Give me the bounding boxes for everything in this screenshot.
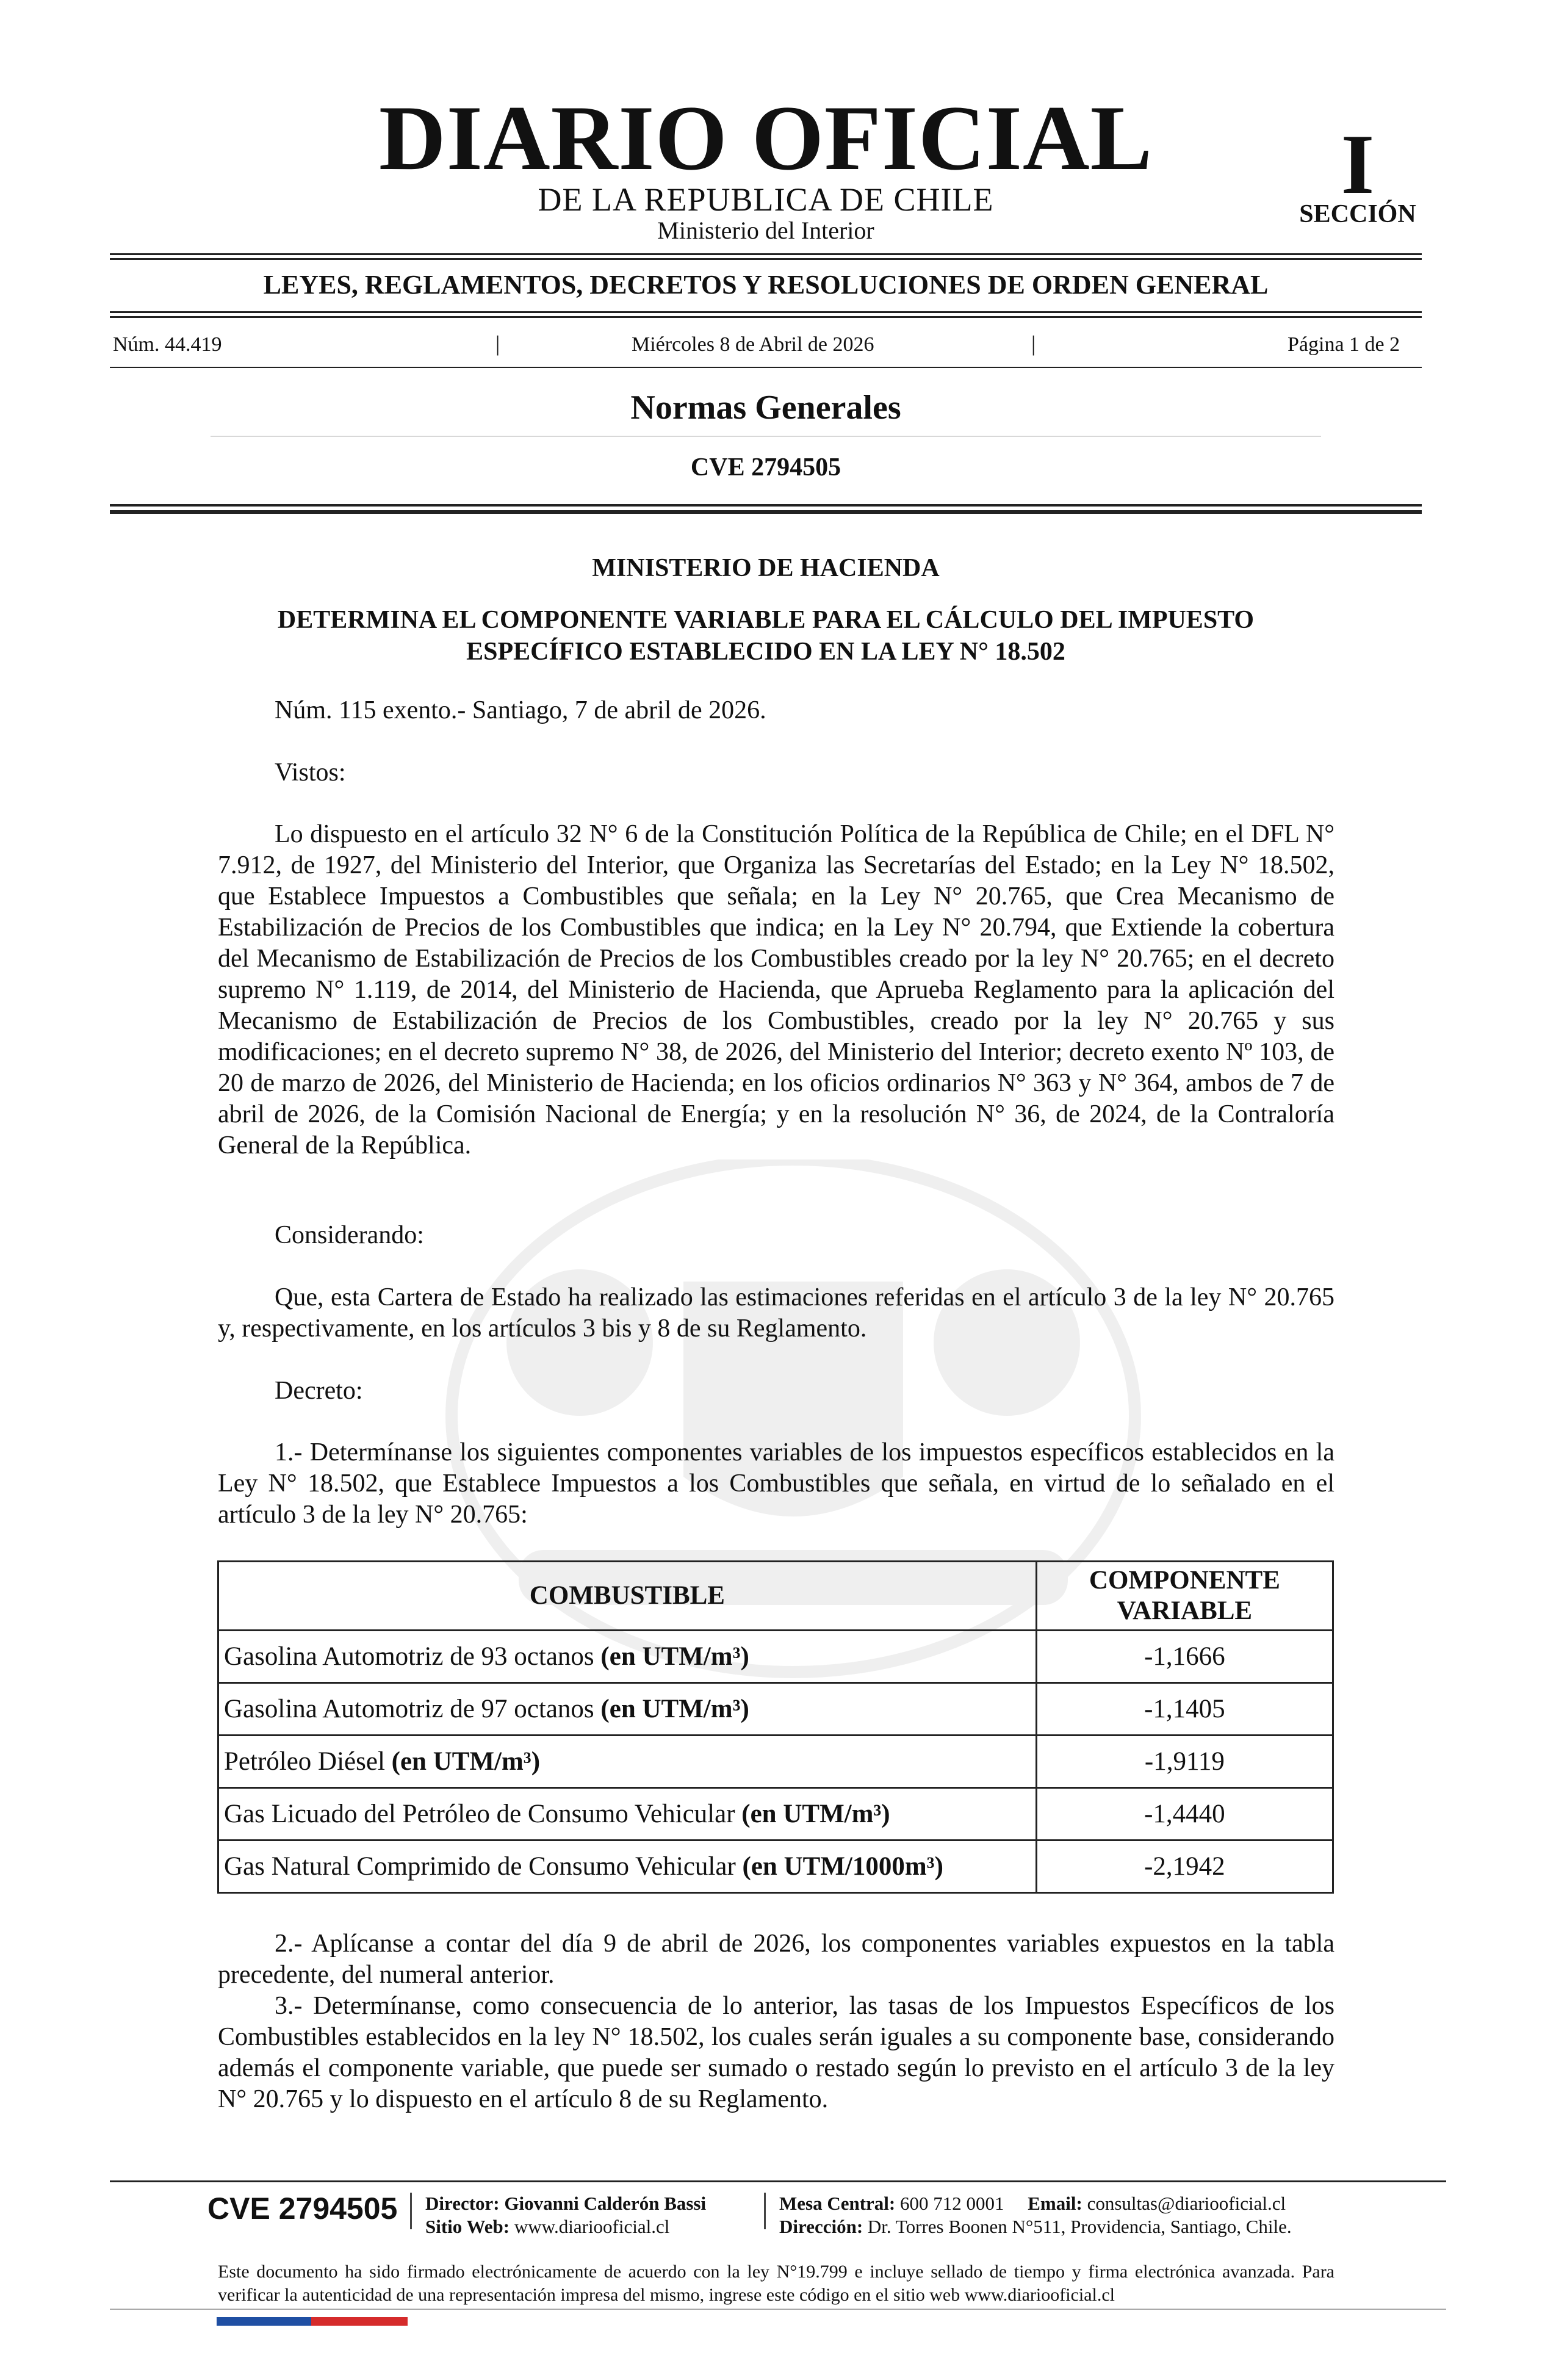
section-number: I <box>1341 117 1375 212</box>
decree-item-1: 1.- Determínanse los siguientes componentes variables de los impuestos específicos establecidos en la Ley N° 18.502, que Establece Impuestos a los Combustibles que señala, en virtud de lo señalado en el artículo 3 de la ley N° 20.765: <box>218 1438 1334 1529</box>
fuel-unit: (en UTM/1000m³) <box>742 1852 943 1881</box>
table-header-combustible: COMBUSTIBLE <box>218 1562 1037 1631</box>
band-rule-1 <box>110 311 1422 313</box>
vistos-text: Lo dispuesto en el artículo 32 N° 6 de la Constitución Política de la República de Chile; en el DFL N° 7.912, de 1927, del Ministerio del Interior, que Organiza las Secretarías del Estado; en la Ley N° 18.502, que Establece Impuestos a Combustibles que señala; en la Ley N° 20.765, que Crea Mecanismo de Estabilización de Precios de los Combustibles que indica; en la Ley N° 20.794, que Extiende la cobertura del Mecanismo de Estabilización de Precios de los Combustibles creado por la ley N° 20.765; en el decreto supremo N° 1.119, de 2014, del Ministerio de Hacienda, que Aprueba Reglamento para la aplicación del Mecanismo de Estabilización de Precios de los Combustibles, creado por la ley N° 20.765 y sus modificaciones; en el decreto supremo N° 38, de 2026, del Ministerio del Interior; decreto exento Nº 103, de 20 de marzo de 2026, del Ministerio de Hacienda; en los oficios ordinarios N° 363 y N° 364, ambos de 7 de abril de 2026, de la Comisión Nacional de Energía; y en la resolución N° 36, de 2024, de la Contraloría General de la República. <box>218 820 1334 1159</box>
masthead-rule-top <box>110 253 1422 255</box>
component-value: -1,1405 <box>1036 1683 1333 1736</box>
footer-contact <box>779 2192 1286 2215</box>
fuel-unit: (en UTM/m³) <box>391 1747 541 1776</box>
mesa-label: Mesa Central: <box>779 2193 896 2214</box>
address-label: Dirección: <box>779 2216 863 2237</box>
masthead-rule-top-2 <box>110 258 1422 260</box>
category-heading: Normas Generales <box>630 389 901 427</box>
decreto-label: Decreto: <box>275 1377 363 1405</box>
email-link[interactable]: consultas@diariooficial.cl <box>1087 2193 1286 2214</box>
fuel-unit: (en UTM/m³) <box>600 1695 749 1723</box>
info-rule <box>110 367 1422 368</box>
fuel-cell <box>218 1788 1037 1841</box>
table-row <box>218 1841 1333 1893</box>
director-name: Giovanni Calderón Bassi <box>504 2193 707 2214</box>
component-value: -2,1942 <box>1036 1841 1333 1893</box>
component-value: -1,9119 <box>1036 1736 1333 1788</box>
fuel-name: Gas Natural Comprimido de Consumo Vehicular <box>224 1852 736 1881</box>
components-table <box>217 1560 1334 1894</box>
flag-stripe-blue <box>217 2317 311 2326</box>
fuel-name: Petróleo Diésel <box>224 1747 385 1776</box>
decree-item-2: 2.- Aplícanse a contar del día 9 de abril de 2026, los componentes variables expuestos en la tabla precedente, del numeral anterior. <box>218 1930 1334 1989</box>
header-rule-2 <box>110 510 1422 514</box>
band-title: LEYES, REGLAMENTOS, DECRETOS Y RESOLUCIONES DE ORDEN GENERAL <box>263 270 1269 300</box>
component-value: -1,4440 <box>1036 1788 1333 1841</box>
table-row <box>218 1631 1333 1683</box>
footer-separator-2 <box>764 2193 766 2229</box>
footer-address <box>779 2215 1292 2238</box>
flag-stripe-red <box>311 2317 408 2326</box>
newspaper-subtitle: DE LA REPUBLICA DE CHILE <box>538 181 994 218</box>
category-rule <box>211 436 1321 437</box>
issue-separator-1: | <box>495 331 500 356</box>
considerando-label: Considerando: <box>275 1221 424 1249</box>
component-value: -1,1666 <box>1036 1631 1333 1683</box>
table-header-row <box>218 1562 1333 1631</box>
fuel-cell <box>218 1631 1037 1683</box>
fuel-unit: (en UTM/m³) <box>741 1800 890 1828</box>
issue-number: Núm. 44.419 <box>113 333 222 356</box>
fuel-name: Gasolina Automotriz de 93 octanos <box>224 1642 594 1671</box>
website-link[interactable]: www.diariooficial.cl <box>514 2216 670 2237</box>
website-label: Sitio Web: <box>425 2216 510 2237</box>
footer-separator-1 <box>410 2193 412 2229</box>
footer-cve: CVE 2794505 <box>207 2191 398 2226</box>
footer-rule <box>110 2180 1446 2182</box>
fuel-name: Gas Licuado del Petróleo de Consumo Vehicular <box>224 1800 735 1828</box>
newspaper-ministry: Ministerio del Interior <box>657 217 874 244</box>
ministry-heading: MINISTERIO DE HACIENDA <box>592 554 940 582</box>
decree-item-3: 3.- Determínanse, como consecuencia de lo anterior, las tasas de los Impuestos Específicos de los Combustibles establecidos en la ley N° 18.502, los cuales serán iguales a su componente base, considerando además el componente variable, que puede ser sumado o restado según lo previsto en el artículo 3 de la ley N° 20.765 y lo dispuesto en el artículo 8 de su Reglamento. <box>218 1992 1334 2113</box>
fuel-cell <box>218 1683 1037 1736</box>
fuel-cell <box>218 1841 1037 1893</box>
director-label: Director: <box>425 2193 500 2214</box>
footer-rule-bottom <box>110 2309 1446 2310</box>
decree-title: DETERMINA EL COMPONENTE VARIABLE PARA EL CÁLCULO DEL IMPUESTO ESPECÍFICO ESTABLECIDO EN LA LEY N° 18.502 <box>277 606 1255 666</box>
mesa-value: 600 712 0001 <box>900 2193 1004 2214</box>
fuel-cell <box>218 1736 1037 1788</box>
table-row <box>218 1683 1333 1736</box>
newspaper-title: DIARIO OFICIAL <box>378 87 1153 189</box>
section-label: SECCIÓN <box>1299 200 1416 228</box>
footer-director <box>425 2192 706 2215</box>
address-value: Dr. Torres Boonen N°511, Providencia, Santiago, Chile. <box>867 2216 1292 2237</box>
issue-separator-2: | <box>1031 331 1036 356</box>
email-label: Email: <box>1028 2193 1082 2214</box>
footer-website <box>425 2215 669 2238</box>
issue-page: Página 1 de 2 <box>1288 333 1400 356</box>
table-header-componente: COMPONENTE VARIABLE <box>1036 1562 1333 1631</box>
fuel-name: Gasolina Automotriz de 97 octanos <box>224 1695 594 1723</box>
table-row <box>218 1736 1333 1788</box>
issue-date: Miércoles 8 de Abril de 2026 <box>632 333 874 356</box>
table-row <box>218 1788 1333 1841</box>
fuel-unit: (en UTM/m³) <box>600 1642 749 1671</box>
vistos-label: Vistos: <box>275 759 346 787</box>
header-rule-1 <box>110 504 1422 507</box>
footer-note: Este documento ha sido firmado electrónicamente de acuerdo con la ley N°19.799 e incluye sellado de tiempo y firma electrónica avanzada. Para verificar la autenticidad de una representación impresa del mismo, ingrese este código en el sitio web www.diariooficial.cl <box>218 2262 1334 2305</box>
cve-heading: CVE 2794505 <box>690 453 841 481</box>
decree-number-line: Núm. 115 exento.- Santiago, 7 de abril de 2026. <box>275 696 766 724</box>
band-rule-2 <box>110 316 1422 318</box>
considerando-text: Que, esta Cartera de Estado ha realizado las estimaciones referidas en el artículo 3 de la ley N° 20.765 y, respectivamente, en los artículos 3 bis y 8 de su Reglamento. <box>218 1283 1334 1343</box>
